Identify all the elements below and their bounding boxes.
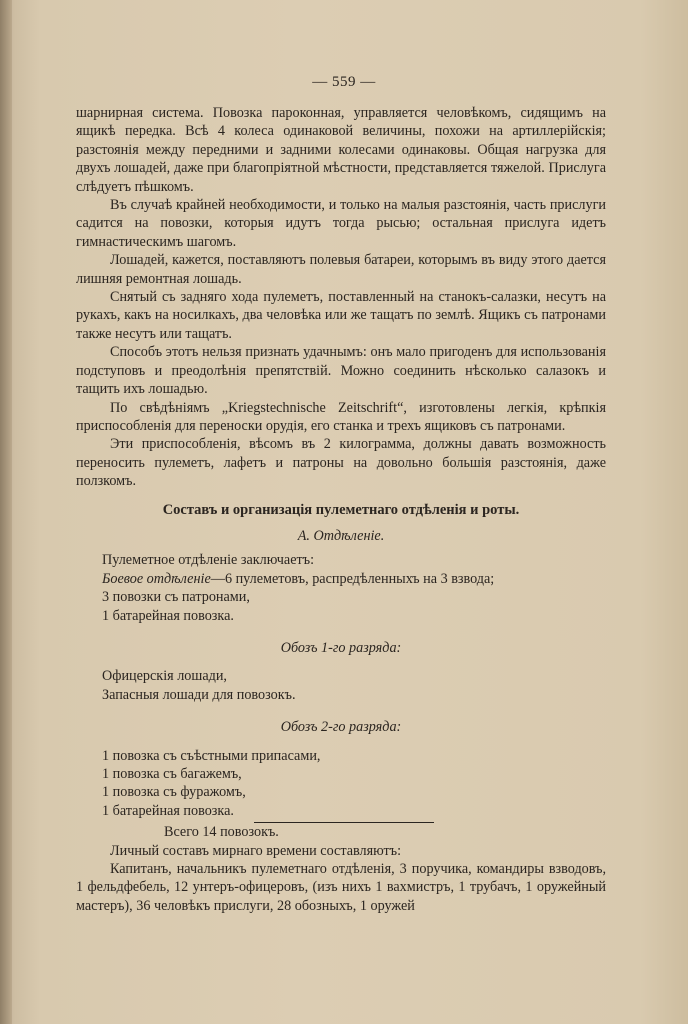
- paragraph: Способъ этотъ нельзя признать удачнымъ: онъ мало пригоденъ для использованія подступовъ и преодолѣнія препятствій. Можно соединить нѣсколько салазокъ и тащить ихъ лошадью.: [76, 344, 606, 398]
- list-item: 1 повозка съ багажемъ,: [102, 766, 242, 782]
- subsection-heading: А. Отдѣленіе.: [297, 527, 385, 544]
- convoy-2-title: Обозъ 2-го разряда:: [280, 719, 402, 736]
- paragraph: Лошадей, кажется, поставляютъ полевыя батареи, которымъ въ виду этого дается лишняя ремонтная лошадь.: [76, 252, 606, 287]
- list-item: 1 повозка съ фуражомъ,: [102, 784, 246, 801]
- paragraph: Капитанъ, начальникъ пулеметнаго отдѣленія, 3 поручика, командиры взводовъ, 1 фельдфебель, 12 унтеръ-офицеровъ, (изъ нихъ 1 вахмистръ, 1 трубачъ, 1 оружейный мастеръ), 36 человѣкъ прислуги, 28 обозныхъ, 1 оружей: [76, 861, 606, 914]
- page-number: — 559 —: [312, 74, 376, 90]
- paragraph: По свѣдѣніямъ „Kriegstechnische Zeitschrift“, изготовлены легкія, крѣпкія приспособленія для переноски орудія, его станка и трехъ ящиковъ съ патронами.: [76, 399, 606, 434]
- list-item: 1 батарейная повозка.: [102, 802, 234, 819]
- paragraph: шарнирная система. Повозка пароконная, управляется человѣкомъ, сидящимъ на ящикѣ передка. Всѣ 4 колеса одинаковой величины, похожи на артиллерійскія; разстоянія между передними и задними колесами одинаковы. Общая нагрузка для двухъ лошадей, даже при благопріятной мѣстности, представляется тяжелой. Прислуга слѣдуетъ пѣшкомъ.: [76, 105, 606, 195]
- book-gutter: [0, 0, 12, 1024]
- page-body: [76, 104, 606, 915]
- paragraph: Въ случаѣ крайней необходимости, и только на малыя разстоянія, часть прислуги садится на повозки, которыя идутъ тогда рысью; остальная прислуга идетъ гимнастическимъ шагомъ.: [76, 197, 606, 250]
- unit-intro: Пулеметное отдѣленіе заключаетъ:: [102, 552, 315, 569]
- list-item: Запасныя лошади для повозокъ.: [102, 686, 296, 703]
- list-item: 3 повозки съ патронами,: [102, 589, 250, 606]
- paragraph: Личный составъ мирнаго времени составляютъ:: [110, 842, 402, 859]
- list-item: 1 повозка съ съѣстными припасами,: [102, 747, 321, 764]
- combat-label: Боевое отдѣленіе: [102, 570, 211, 587]
- convoy-total: Всего 14 повозокъ.: [164, 824, 279, 841]
- convoy-1-title: Обозъ 1-го разряда:: [280, 639, 402, 656]
- paragraph: Снятый съ задняго хода пулеметъ, поставленный на станокъ-салазки, несутъ на рукахъ, какъ на носилкахъ, два человѣка или же тащатъ по землѣ. Ящикъ съ патронами также несутъ или тащатъ.: [76, 289, 606, 342]
- paragraph: Эти приспособленія, вѣсомъ въ 2 килограмма, должны давать возможность переносить пулеметъ, лафетъ и патроны на довольно большія разстоянія, даже ползкомъ.: [76, 436, 606, 490]
- list-item: 1 батарейная повозка.: [102, 607, 234, 624]
- combat-text: —6 пулеметовъ, распредѣленныхъ на 3 взвода;: [210, 570, 495, 587]
- section-heading: Составъ и организація пулеметнаго отдѣленія и роты.: [162, 501, 520, 518]
- combat-line: [76, 570, 606, 588]
- list-item: Офицерскія лошади,: [102, 668, 227, 685]
